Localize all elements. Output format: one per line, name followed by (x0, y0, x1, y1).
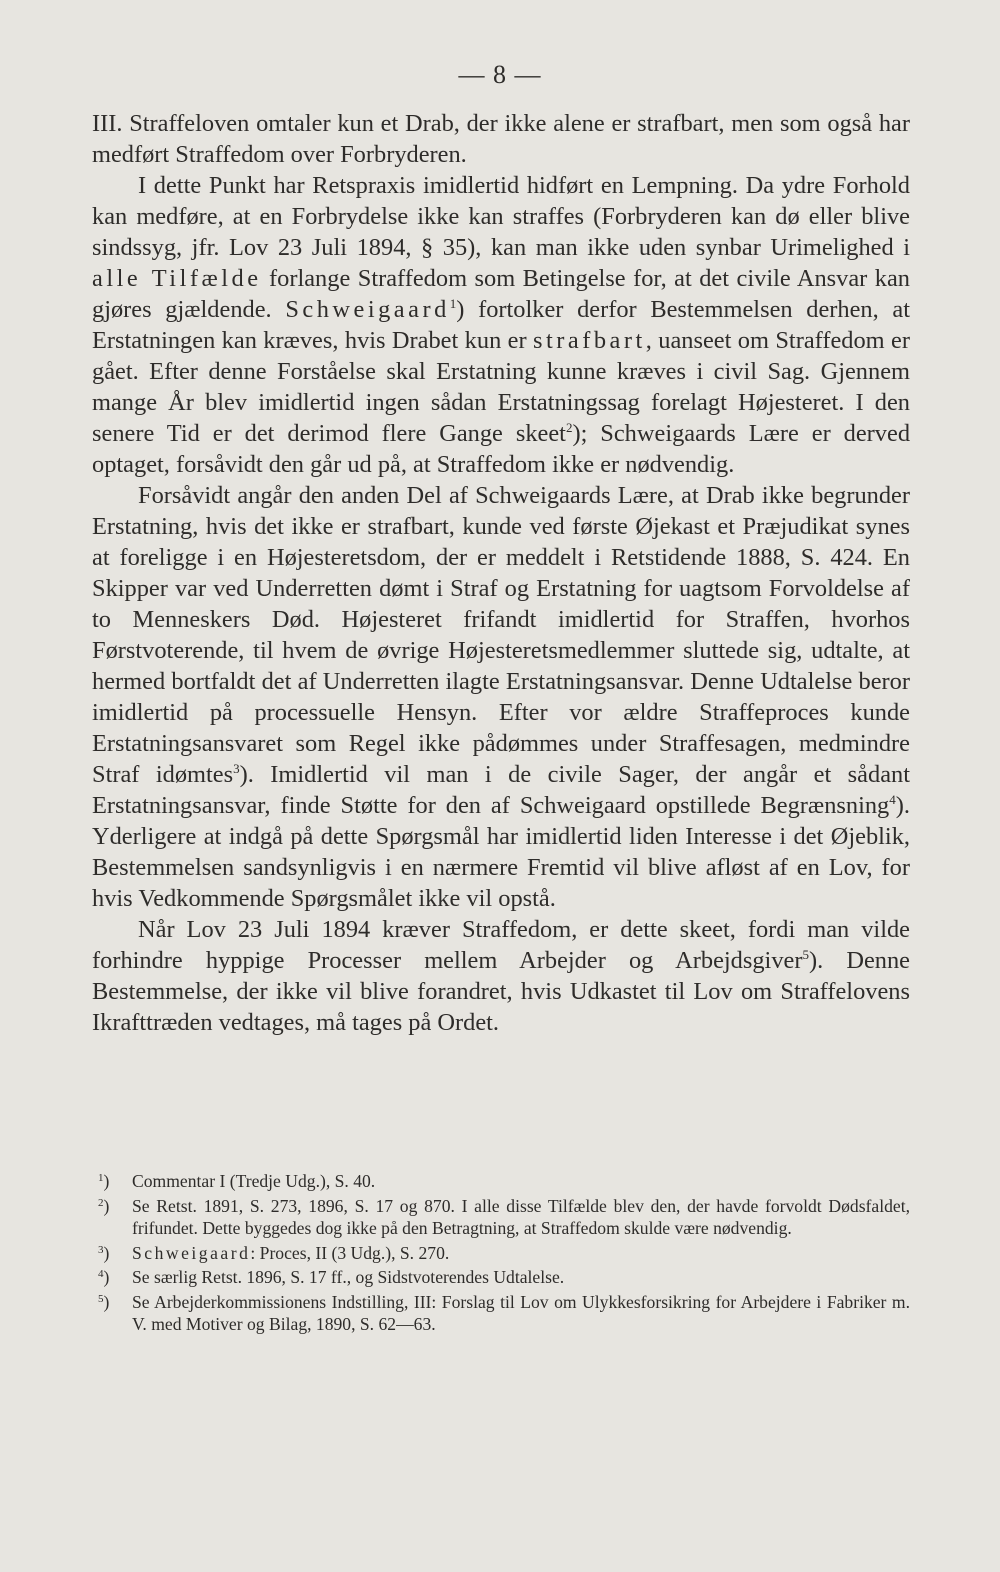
paragraph-4-text-a: Når Lov 23 Juli 1894 kræver Straffedom, er dette skeet, fordi man vilde forhindre hyppige Processer mellem Arbejder og Arbejdsgiver (92, 916, 910, 974)
footnote-number: 3 (98, 1243, 104, 1256)
paragraph-1-text: III. Straffeloven omtaler kun et Drab, der ikke alene er strafbart, men som også har medført Straffedom over Forbryderen. (92, 110, 910, 168)
footnote-5 (92, 1291, 910, 1336)
footnote-ref-2: 2 (565, 420, 573, 435)
footnote-ref-1: 1 (449, 296, 457, 311)
footnote-mark: $^4$) (98, 1267, 110, 1287)
paragraph-3 (92, 480, 910, 914)
footnote-ref-5: 5 (802, 947, 809, 962)
paragraph-2-text-e: ); Schweigaards Lære er derved optaget, forsåvidt den går ud på, at Straffedom ikke er nødvendig. (92, 420, 911, 478)
footnote-3 (92, 1242, 910, 1265)
emphasis-strafbart: strafbart (533, 327, 646, 354)
paragraph-3-text-a: Forsåvidt angår den anden Del af Schweigaards Lære, at Drab ikke begrunder Erstatning, hvis det ikke er strafbart, kunde ved første Øjekast et Præjudikat synes at foreligge i en Højesteretsdom, der er meddelt i Retstidende 1888, S. 424. En Skipper var ved Underretten dømt i Straf og Erstatning for uagtsom Forvoldelse af to Menneskers Død. Højesteret frifandt imidlertid for Straffen, hvorhos Førstvoterende, til hvem de øvrige Højesteretsmedlemmer sluttede sig, udtalte, at hermed bortfaldt det af Underretten ilagte Erstatningsansvar. Denne Udtalelse beror imidlertid på processuelle Hensyn. Efter vor ældre Straffeproces kunde Erstatningsansvaret som Regel ikke pådømmes under Straffesagen, medmindre Straf idømtes (92, 482, 910, 788)
footnote-4 (92, 1266, 910, 1289)
paragraph-3-text-b: ). Imidlertid vil man i de civile Sager, der angår et sådant Erstatningsansvar, finde Støtte for den af Schweigaard opstillede Begrænsning (92, 761, 910, 819)
footnote-mark: $^2$) (98, 1195, 110, 1216)
footnote-number: 5 (98, 1292, 104, 1305)
paragraph-4-text-b: ). Denne Bestemmelse, der ikke vil blive forandret, hvis Udkastet til Lov om Straffelovens Ikrafttræden vedtages, må tages på Ordet. (92, 947, 910, 1036)
paragraph-2 (92, 170, 910, 480)
footnote-1 (92, 1170, 910, 1193)
footnote-ref-3: 3 (233, 761, 240, 776)
footnote-text: Se særlig Retst. 1896, S. 17 ff., og Sidstvoterendes Udtalelse. (132, 1267, 565, 1287)
paragraph-4 (92, 914, 910, 1038)
footnote-mark: $^5$) (98, 1291, 110, 1312)
paragraph-2-text-d: , uanseet om Straffedom er gået. Efter denne Forståelse skal Erstatning kunne kræves i civil Sag. Gjennem mange År blev imidlertid ingen sådan Erstatningssag forelagt Højesteret. I den senere Tid er det derimod flere Gange skeet (92, 327, 910, 447)
footnote-number: 2 (98, 1196, 104, 1209)
paragraph-1 (92, 108, 910, 170)
footnote-text: Se Arbejderkommissionens Indstilling, III: Forslag til Lov om Ulykkesforsikring for Arbejdere i Fabriker m. V. med Motiver og Bilag, 1890, S. 62—63. (132, 1291, 910, 1334)
paragraph-2-text-a: I dette Punkt har Retspraxis imidlertid hidført en Lempning. Da ydre Forhold kan medføre, at en Forbrydelse ikke kan straffes (Forbryderen kan dø eller blive sindssyg, jfr. Lov 23 Juli 1894, § 35), kan man ikke uden synbar Urimelighed i (92, 172, 910, 261)
main-text (92, 108, 910, 1038)
footnote-mark: $^3$) (98, 1242, 110, 1263)
paragraph-3-text-c: ). Yderligere at indgå på dette Spørgsmål har imidlertid liden Interesse i det Øjeblik, Bestemmelsen sandsynligvis i en nærmere Fremtid vil blive afløst af en Lov, for hvis Vedkommende Spørgsmålet ikke vil opstå. (92, 792, 910, 912)
emphasis-alle-tilfaelde: alle Tilfælde (92, 265, 262, 292)
emphasis-schweigaard: Schweigaard (285, 296, 450, 323)
footnote-mark: $^1$) (98, 1171, 110, 1191)
footnote-2 (92, 1195, 910, 1240)
paragraph-2-text-b: forlange Straffedom som Betingelse for, at det civile Ansvar kan gjøres gjældende. (92, 265, 910, 323)
footnote-text: Se Retst. 1891, S. 273, 1896, S. 17 og 870. I alle disse Tilfælde blev den, der havde forvoldt Dødsfaldet, frifundet. Dette byggedes dog ikke på den Betragtning, at Straffedom skulde være nødvendig. (132, 1195, 910, 1238)
footnote-text: Commentar I (Tredje Udg.), S. 40. (132, 1171, 376, 1191)
footnote-number: 1 (98, 1172, 104, 1184)
footnote-text: : Proces, II (3 Udg.), S. 270. (250, 1242, 450, 1263)
footnotes (92, 1170, 910, 1338)
footnote-number: 4 (98, 1268, 104, 1280)
footnote-ref-4: 4 (889, 792, 896, 807)
footnote-emphasis: Schweigaard (132, 1242, 251, 1263)
page-number: — 8 — (458, 60, 542, 89)
paragraph-2-text-c: ) fortolker derfor Bestemmelsen derhen, at Erstatningen kan kræves, hvis Drabet kun er (92, 296, 910, 354)
